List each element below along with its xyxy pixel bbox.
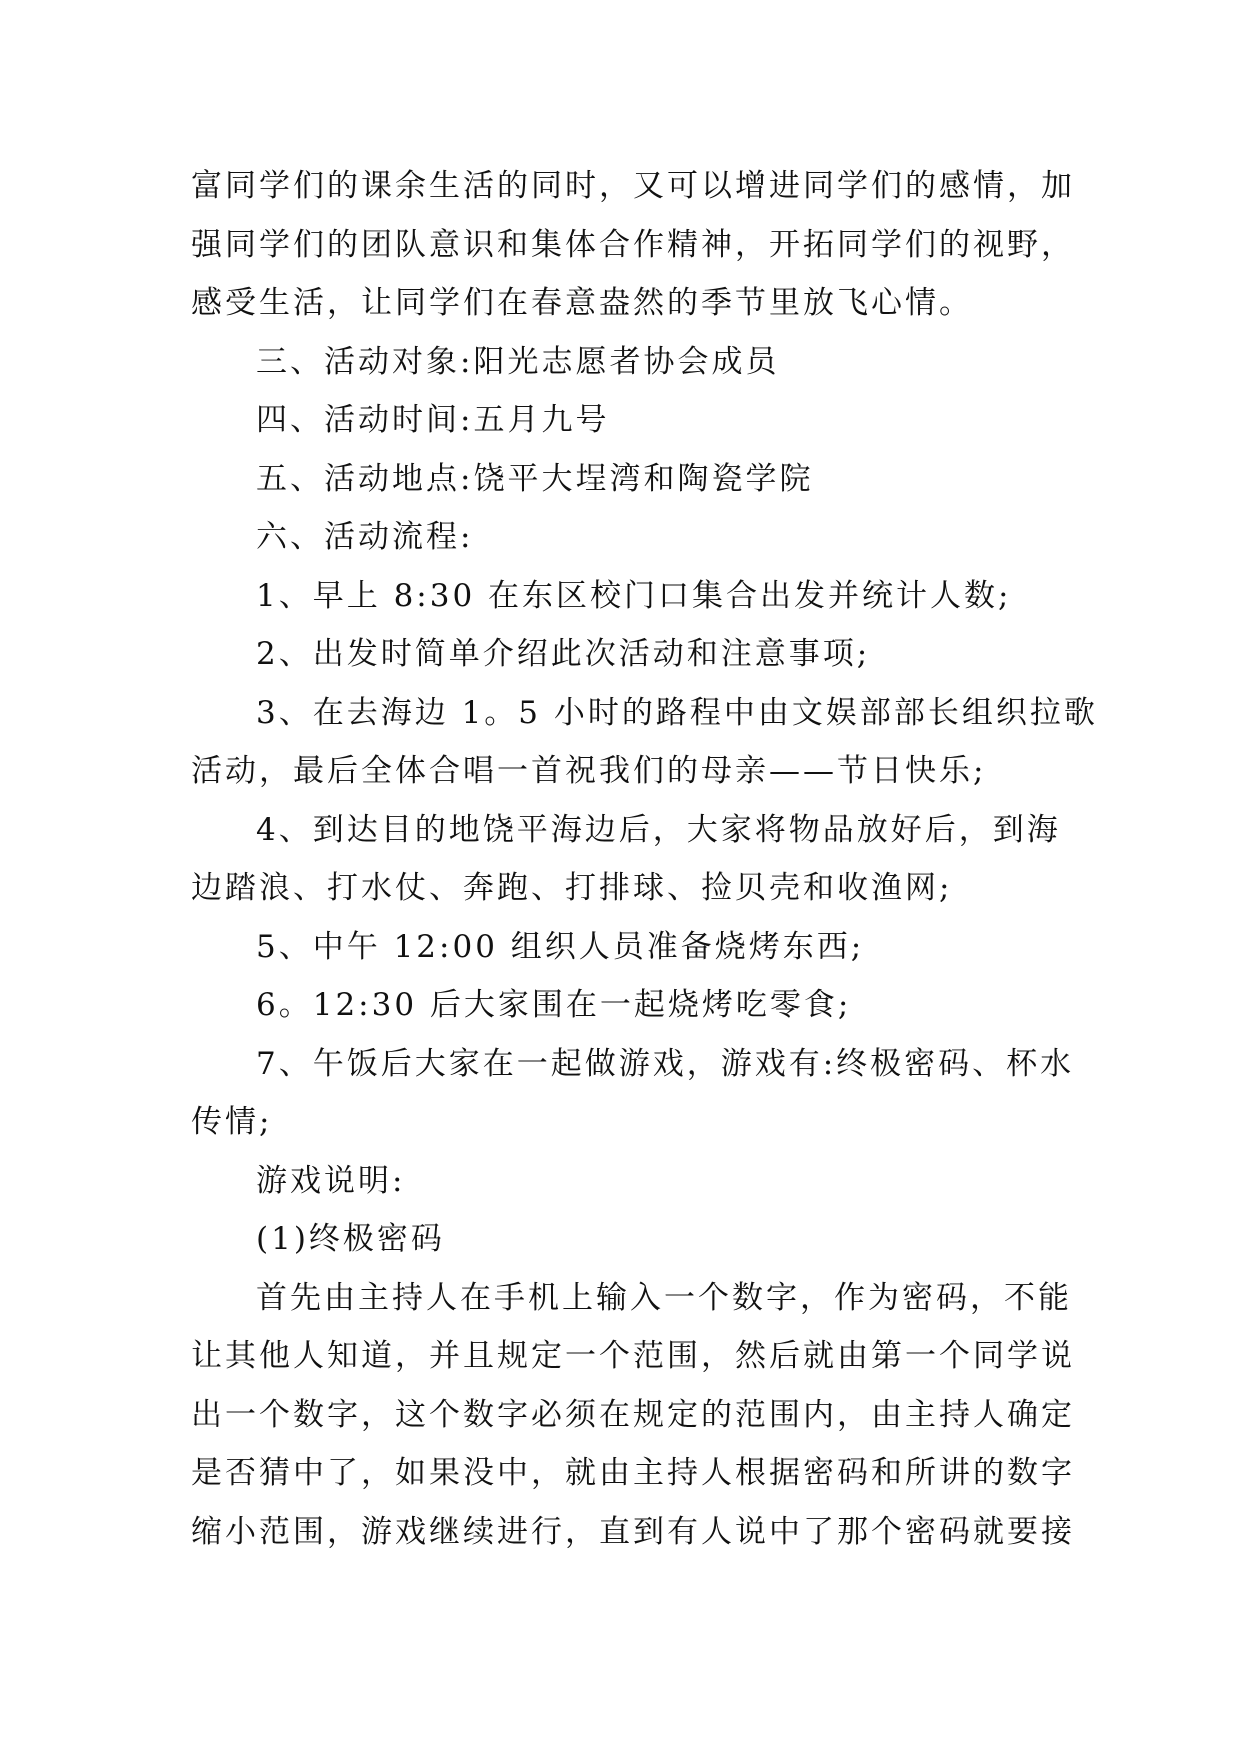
text-line: 感受生活，让同学们在春意盎然的季节里放飞心情。 (191, 285, 973, 321)
text-line: 富同学们的课余生活的同时，又可以增进同学们的感情，加 (191, 168, 1075, 204)
section-heading-process: 六、活动流程: (256, 519, 474, 555)
game-1-description-cont: 出一个数字，这个数字必须在规定的范围内，由主持人确定 (191, 1396, 1075, 1433)
process-step-6: 6。12:30 后大家围在一起烧烤吃零食; (256, 987, 852, 1023)
game-1-description: 首先由主持人在手机上输入一个数字，作为密码，不能 (256, 1279, 1072, 1316)
process-step-4-cont: 边踏浪、打水仗、奔跑、打排球、捡贝壳和收渔网; (191, 870, 953, 906)
game-description-heading: 游戏说明: (256, 1162, 406, 1199)
game-1-description-cont: 是否猜中了，如果没中，就由主持人根据密码和所讲的数字 (191, 1455, 1075, 1491)
section-heading-time: 四、活动时间:五月九号 (256, 402, 610, 438)
section-heading-participants: 三、活动对象:阳光志愿者协会成员 (256, 343, 780, 380)
process-step-7: 7、午饭后大家在一起做游戏，游戏有:终极密码、杯水 (256, 1045, 1075, 1082)
process-step-3-cont: 活动，最后全体合唱一首祝我们的母亲——节日快乐; (191, 753, 987, 789)
process-step-5: 5、中午 12:00 组织人员准备烧烤东西; (256, 928, 865, 965)
game-1-title: (1)终极密码 (256, 1221, 445, 1257)
document-body (191, 157, 1098, 1561)
process-step-2: 2、出发时简单介绍此次活动和注意事项; (256, 636, 871, 672)
text-line: 强同学们的团队意识和集体合作精神，开拓同学们的视野， (191, 226, 1075, 263)
section-heading-location: 五、活动地点:饶平大埕湾和陶瓷学院 (256, 460, 814, 497)
process-step-1: 1、早上 8:30 在东区校门口集合出发并统计人数; (256, 577, 1012, 614)
process-step-4: 4、到达目的地饶平海边后，大家将物品放好后，到海 (256, 811, 1061, 848)
process-step-7-cont: 传情; (191, 1104, 273, 1140)
game-1-description-cont: 缩小范围，游戏继续进行，直到有人说中了那个密码就要接 (191, 1513, 1075, 1550)
game-1-description-cont: 让其他人知道，并且规定一个范围，然后就由第一个同学说 (191, 1338, 1075, 1374)
process-step-3: 3、在去海边 1。5 小时的路程中由文娱部部长组织拉歌 (256, 694, 1098, 731)
